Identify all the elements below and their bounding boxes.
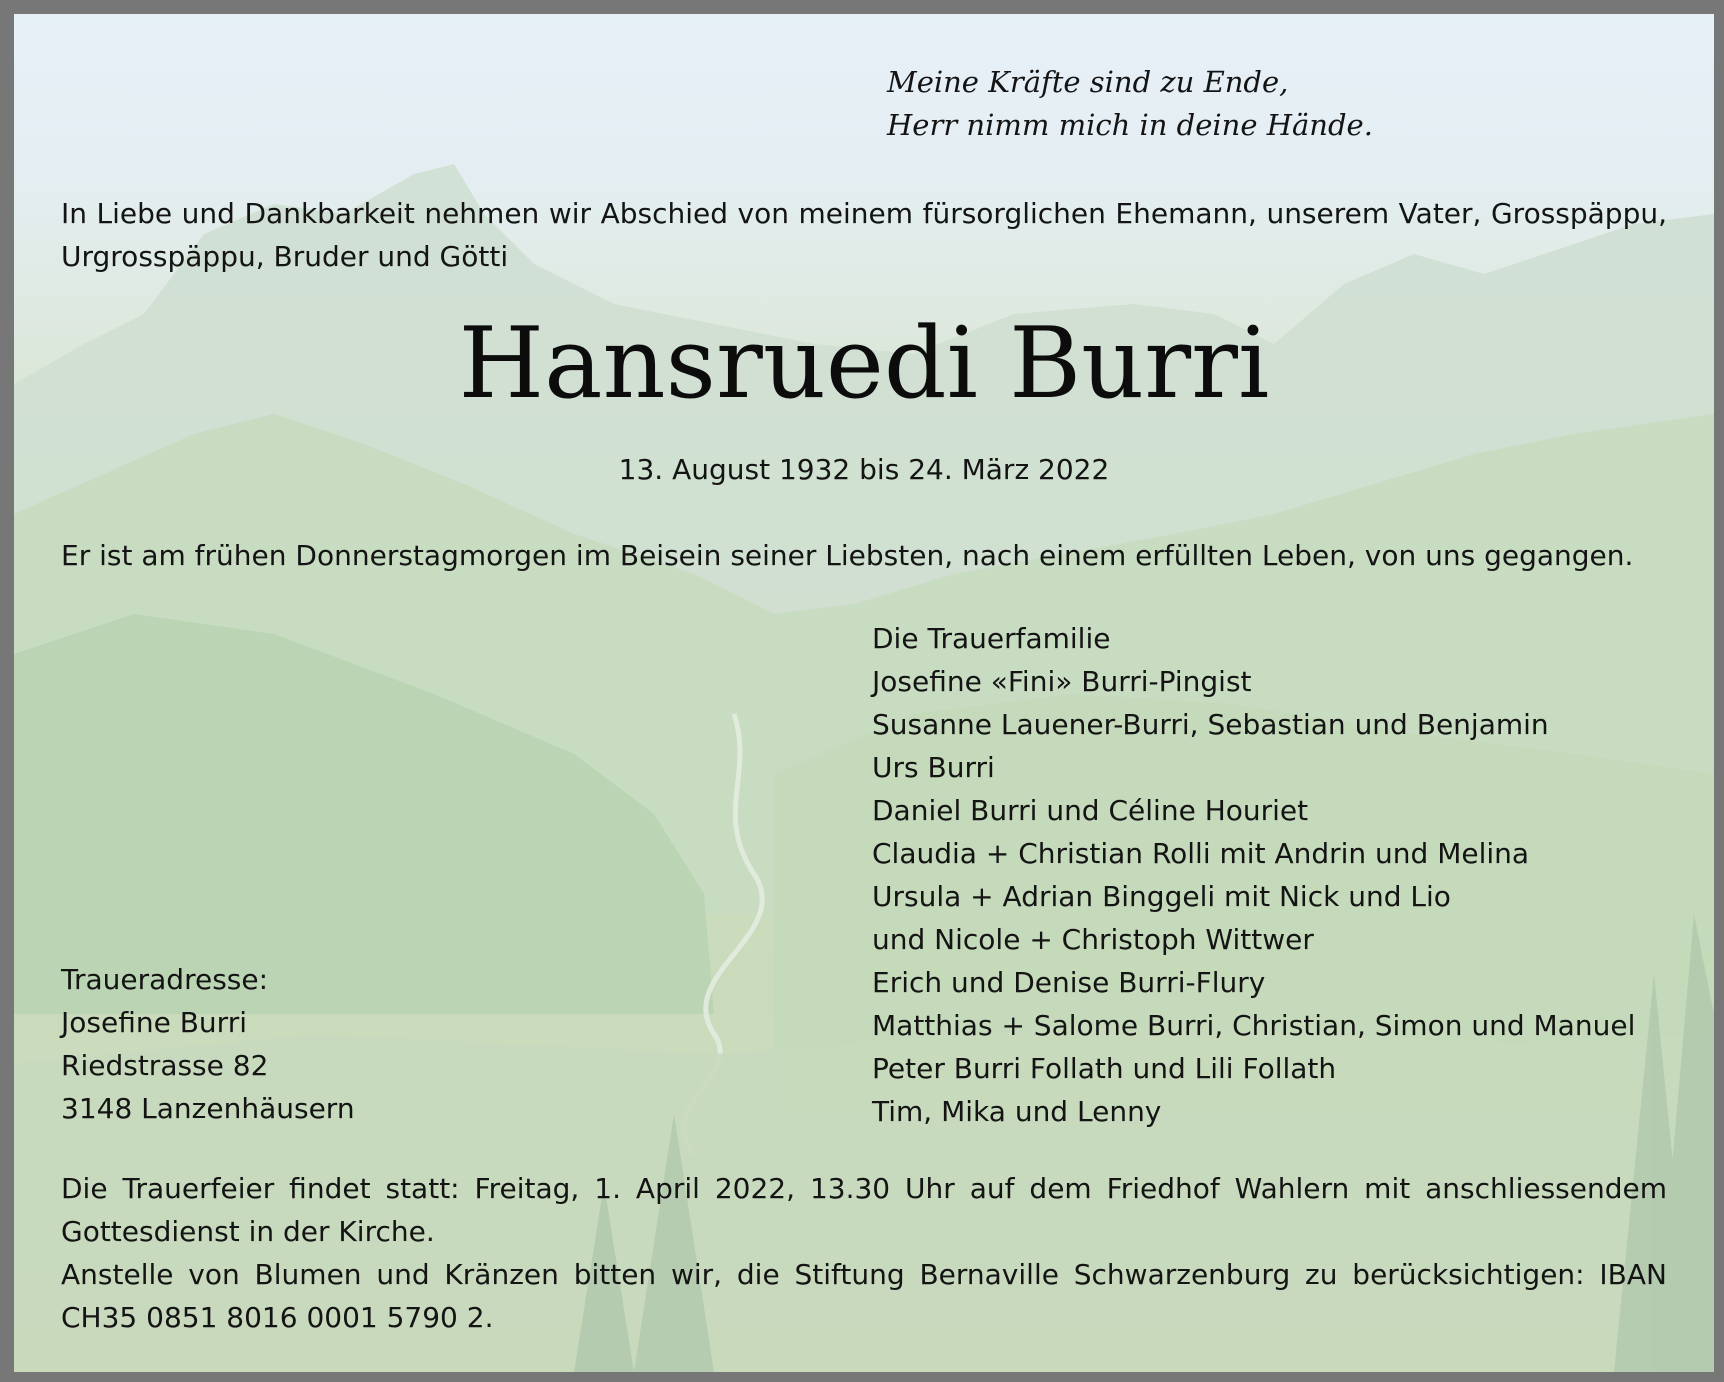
family-line: Daniel Burri und Céline Houriet: [872, 794, 1309, 827]
family-line: und Nicole + Christoph Wittwer: [872, 923, 1314, 956]
donation-info: Anstelle von Blumen und Kränzen bitten wir, die Stiftung Bernaville Schwarzenburg zu berücksichtigen: IBAN CH35 0851 8016 0001 5790 2.: [61, 1258, 1667, 1334]
address-city: 3148 Lanzenhäusern: [61, 1092, 355, 1125]
life-dates: 13. August 1932 bis 24. März 2022: [618, 453, 1110, 486]
family-line: Urs Burri: [872, 751, 995, 784]
family-line: Josefine «Fini» Burri-Pingist: [872, 665, 1252, 698]
family-line: Ursula + Adrian Binggeli mit Nick und Lio: [872, 880, 1451, 913]
family-line: Matthias + Salome Burri, Christian, Simon und Manuel: [872, 1009, 1636, 1042]
funeral-info: Die Trauerfeier findet statt: Freitag, 1. April 2022, 13.30 Uhr auf dem Friedhof Wahlern mit anschliessendem Gottesdienst in der Kirche.: [61, 1172, 1667, 1248]
family-line: Die Trauerfamilie: [872, 622, 1111, 655]
passing-text: Er ist am frühen Donnerstagmorgen im Beisein seiner Liebsten, nach einem erfüllten Leben, von uns gegangen.: [61, 539, 1634, 572]
address-name: Josefine Burri: [61, 1006, 247, 1039]
address-street: Riedstrasse 82: [61, 1049, 269, 1082]
family-list: [872, 617, 1635, 1133]
quote-line-2: Herr nimm mich in deine Hände.: [887, 108, 1373, 142]
family-line: Claudia + Christian Rolli mit Andrin und Melina: [872, 837, 1530, 870]
memorial-quote: [887, 61, 1373, 147]
intro-text: In Liebe und Dankbarkeit nehmen wir Abschied von meinem fürsorglichen Ehemann, unserem Vater, Grosspäppu, Urgrosspäppu, Bruder und Götti: [61, 197, 1667, 273]
family-line: Erich und Denise Burri-Flury: [872, 966, 1266, 999]
family-line: Peter Burri Follath und Lili Follath: [872, 1052, 1337, 1085]
obituary-card: [14, 14, 1714, 1372]
quote-line-1: Meine Kräfte sind zu Ende,: [887, 65, 1289, 99]
family-line: Susanne Lauener-Burri, Sebastian und Benjamin: [872, 708, 1549, 741]
mourning-address: [61, 958, 355, 1130]
address-label: Traueradresse:: [61, 963, 269, 996]
deceased-name: Hansruedi Burri: [458, 307, 1270, 421]
family-line: Tim, Mika und Lenny: [872, 1095, 1162, 1128]
